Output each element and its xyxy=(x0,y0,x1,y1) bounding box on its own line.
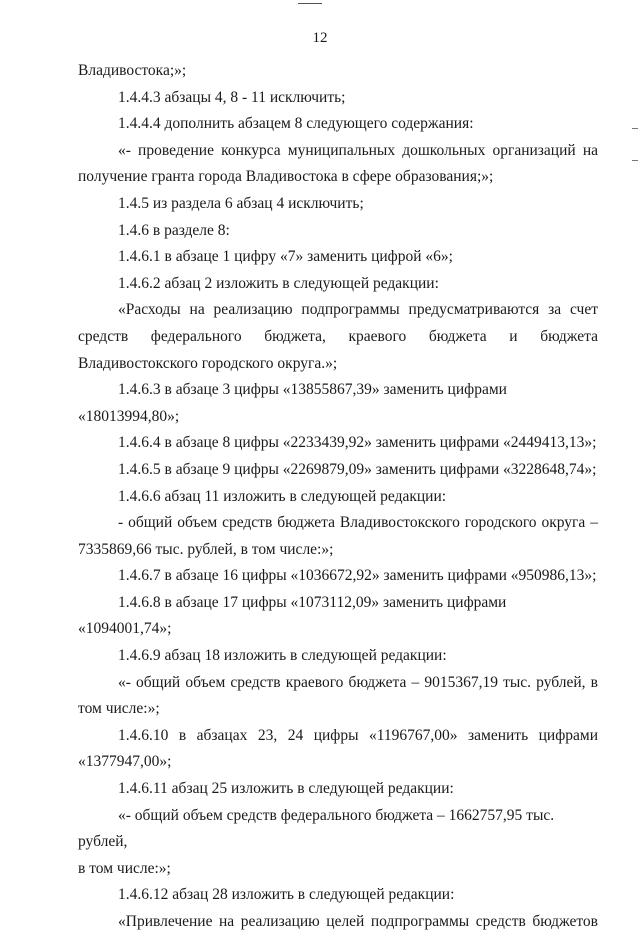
text-line: 1.4.6.7 в абзаце 16 цифры «1036672,92» заменить цифрами «950986,13»; xyxy=(118,567,597,585)
page-number: 12 xyxy=(312,30,328,46)
text-line: 1.4.6.9 абзац 18 изложить в следующей редакции: xyxy=(118,647,447,665)
text-line: получение гранта города Владивостока в сфере образования;»; xyxy=(78,168,494,186)
text-line: 1.4.6.11 абзац 25 изложить в следующей редакции: xyxy=(118,780,454,798)
text-line: 1.4.6.5 в абзаце 9 цифры «2269879,09» заменить цифрами «3228648,74»; xyxy=(118,460,597,478)
text-line: 1.4.6 в разделе 8: xyxy=(118,221,230,239)
text-line: в том числе:»; xyxy=(78,859,171,877)
text-line: Владивостокского городского округа.»; xyxy=(78,354,338,372)
text-line: том числе:»; xyxy=(78,700,160,718)
text-line: «- общий объем средств краевого бюджета – 9015367,19 тыс. рублей, в xyxy=(118,673,598,691)
text-line: «- проведение конкурса муниципальных дошкольных организаций на xyxy=(118,141,598,159)
text-line: 1.4.6.10 в абзацах 23, 24 цифры «1196767,00» заменить цифрами xyxy=(118,726,598,744)
text-line: «1377947,00»; xyxy=(78,753,172,771)
text-line: - общий объем средств бюджета Владивостокского городского округа – xyxy=(118,514,598,532)
text-line: «Расходы на реализацию подпрограммы предусматриваются за счет xyxy=(118,301,598,319)
text-line: 1.4.6.3 в абзаце 3 цифры «13855867,39» заменить цифрами «18013994,80»; xyxy=(78,381,507,425)
text-line: 1.4.6.6 абзац 11 изложить в следующей редакции: xyxy=(118,487,447,505)
text-line: 1.4.6.1 в абзаце 1 цифру «7» заменить цифрой «6»; xyxy=(118,248,453,266)
text-line: «Привлечение на реализацию целей подпрограммы средств бюджетов xyxy=(118,913,598,930)
text-line: 1.4.4.4 дополнить абзацем 8 следующего содержания: xyxy=(118,115,474,133)
text-line: 1.4.5 из раздела 6 абзац 4 исключить; xyxy=(118,194,364,212)
text-line: 1.4.6.2 абзац 2 изложить в следующей редакции: xyxy=(118,274,439,292)
text-line: «- общий объем средств федерального бюджета – 1662757,95 тыс. рублей, xyxy=(78,806,555,851)
text-line: 1.4.6.8 в абзаце 17 цифры «1073112,09» заменить цифрами «1094001,74»; xyxy=(78,593,507,638)
margin-tick xyxy=(632,160,638,161)
margin-tick xyxy=(632,128,638,129)
text-line: Владивостока;»; xyxy=(78,62,187,79)
text-line: средств федерального бюджета, краевого бюджета и бюджета xyxy=(78,327,598,345)
text-line: 1.4.4.3 абзацы 4, 8 - 11 исключить; xyxy=(118,88,346,106)
scan-mark xyxy=(298,3,322,4)
document-body xyxy=(78,58,598,936)
text-line: 1.4.6.4 в абзаце 8 цифры «2233439,92» заменить цифрами «2449413,13»; xyxy=(118,434,597,452)
text-line: 7335869,66 тыс. рублей, в том числе:»; xyxy=(78,540,334,558)
text-line: 1.4.6.12 абзац 28 изложить в следующей редакции: xyxy=(118,886,455,904)
